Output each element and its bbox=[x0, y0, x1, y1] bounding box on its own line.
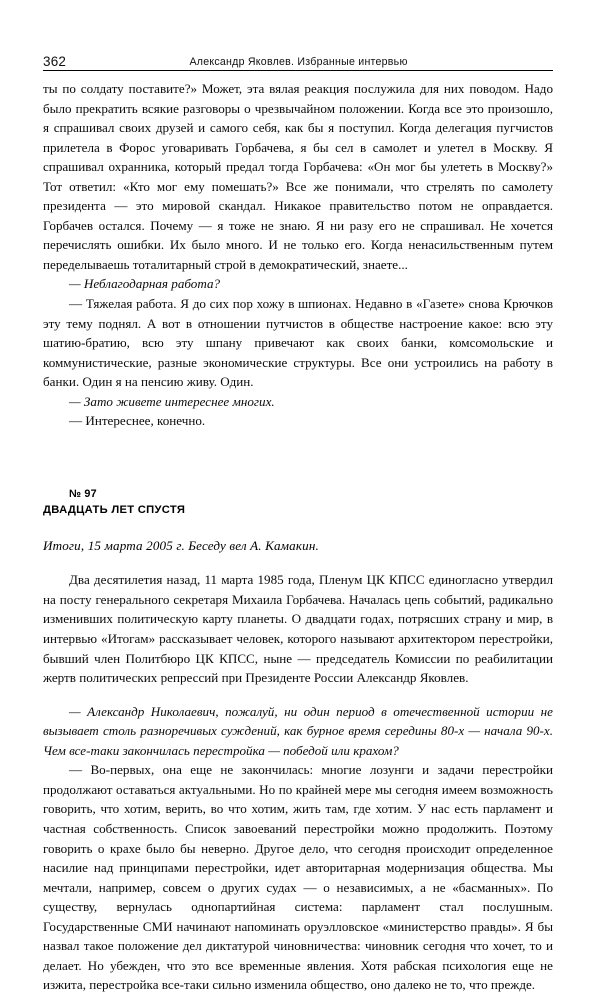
interview-answer: — Интереснее, конечно. bbox=[69, 413, 206, 429]
section-number: № 97 bbox=[69, 487, 97, 500]
interview-answer: — Во-первых, она еще не закончилась: многие лозунги и задачи перестройки продолжают оставаться актуальными. Но по крайней мере мы сегодня имеем возможность говорить, что хотим, верить, во что хотим, жить там, где хотим. У нас есть парламент и частная собственность. Список завоеваний перестройки можно продолжить. Поэтому говорить о крахе было бы неверно. Другое дело, что сегодня происходит определенное насилие над принципами перестройки, идет авторитарная модернизация общества. Мы мечтали, например, совсем о других судах — о независимых, а не «басманных». По существу, вернулась однопартийная система: парламент стал послушным. Государственные СМИ начинают напоминать оруэлловское «министерство правды». Я бы назвал такое положение дел диктатурой чиновничества: чиновник сегодня что хочет, то и делает. Но убежден, что это все временные явления. Хотя рабская психология еще не изжита, перестройка все-таки сильно изменила общество, оно далеко не то, что прежде. bbox=[43, 762, 553, 993]
interview-question: — Зато живете интереснее многих. bbox=[69, 393, 275, 409]
interview-question: — Александр Николаевич, пожалуй, ни один период в отечественной истории не вызывает столь разноречивых суждений, как бурное время середины 80-х — начала 90-х. Чем все-таки закончилась перестройка — победой или крахом? bbox=[43, 703, 553, 758]
running-head bbox=[43, 48, 553, 68]
interview-question: — Неблагодарная работа? bbox=[69, 276, 221, 292]
page-number: 362 bbox=[43, 53, 67, 69]
source-attribution: Итоги, 15 марта 2005 г. Беседу вел А. Камакин. bbox=[43, 537, 319, 553]
running-title: Александр Яковлев. Избранные интервью bbox=[189, 56, 408, 69]
paragraph-continuation: ты по солдату поставите?» Может, эта вялая реакция послужила для них поводом. Надо было прекратить всякие разговоры о чрезвычайном положении. Когда все это произошло, я спрашивал своих друзей и самого себя, как бы я поступил. Когда делегация пугчистов прилетела в Форос уговаривать Горбачева, я бы сел в самолет и улетел в Москву. Я спрашивал охранника, который предал тогда Горбачева: «Он мог бы улететь в Москву?» Тот ответил: «Кто мог ему помешать?» Все же понимали, что стрелять по самолету президента — это мировой скандал. Никакое правительство потом не оправдается. Горбачев остался. Почему — я тоже не знаю. Я ни разу его не спрашивал. Не хочется перечислять ошибки. Их было много. И не только его. Когда ненасильственным путем переделываешь тоталитарный строй в демократический, знаете... bbox=[43, 81, 553, 272]
section-intro-paragraph: Два десятилетия назад, 11 марта 1985 года, Пленум ЦК КПСС единогласно утвердил на посту генерального секретаря Михаила Горбачева. Началась цепь событий, радикально изменивших политическую карту планеты. О двадцати годах, потрясших страну и мир, в интервью «Итогам» рассказывает человек, которого называют архитектором перестройки, бывший член Политбюро ЦК КПСС, ныне — председатель Комиссии по реабилитации жертв политических репрессий при Президенте России Александр Яковлев. bbox=[43, 572, 553, 686]
section-title: ДВАДЦАТЬ ЛЕТ СПУСТЯ bbox=[43, 503, 186, 516]
text-column bbox=[43, 79, 553, 995]
header-divider bbox=[43, 70, 553, 71]
section-heading bbox=[43, 487, 553, 518]
interview-answer: — Тяжелая работа. Я до сих пор хожу в шпионах. Недавно в «Газете» снова Крючков эту тему поднял. А вот в отношении путчистов в обществе настроение какое: всю эту шатию-братию, всю эту шпану привечают как своих банки, комсомольские и коммунистические, разные экономические структуры. Все они устроились на работу в банки. Один я на пенсию живу. Один. bbox=[43, 296, 553, 390]
